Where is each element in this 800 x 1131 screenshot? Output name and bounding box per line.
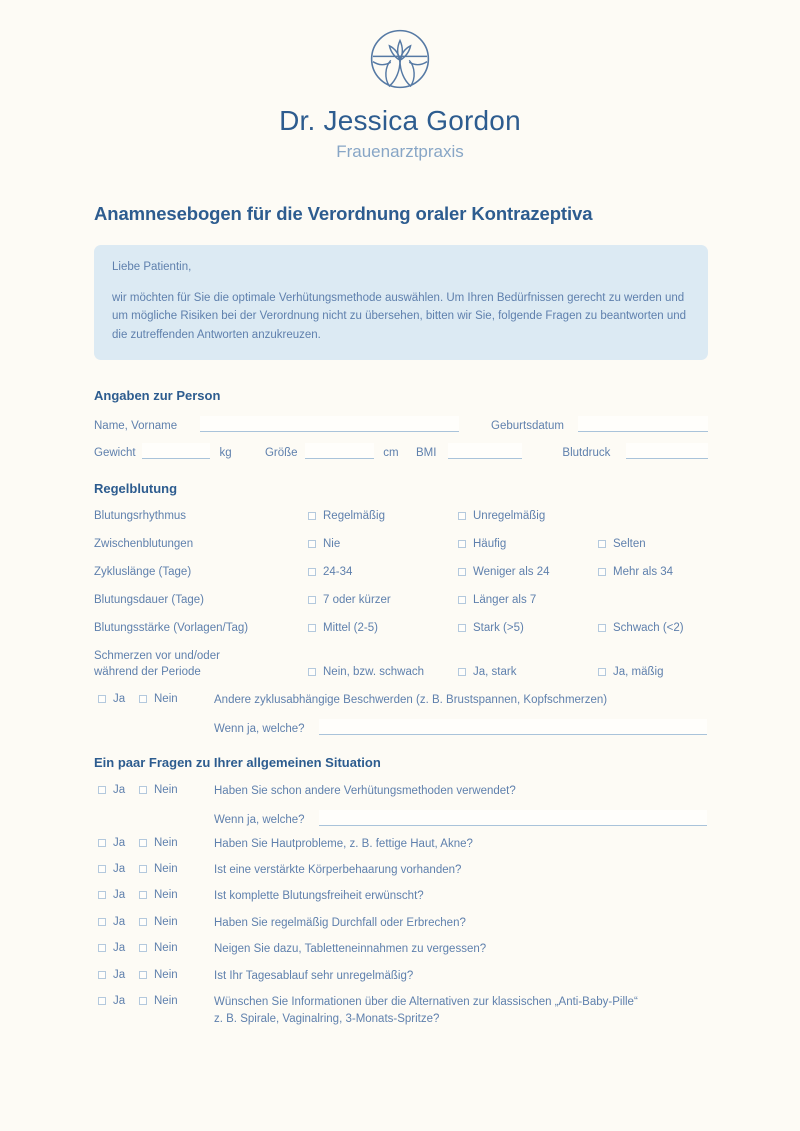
checkbox-icon[interactable] [458, 668, 466, 676]
question-text [214, 994, 638, 1028]
form-content [94, 203, 708, 1050]
checkbox-label: Länger als 7 [473, 593, 537, 606]
no-option[interactable] [139, 888, 178, 902]
yesno-group [94, 915, 214, 929]
name-label: Name, Vorname [94, 420, 178, 433]
yes-option[interactable] [98, 915, 139, 929]
bmi-label: BMI [415, 447, 437, 460]
checkbox-icon[interactable] [98, 997, 106, 1005]
intro-text: wir möchten für Sie die optimale Verhütungsmethode auswählen. Um Ihren Bedürfnissen gerecht zu werden und um mögliche Risiken bei der Verordnung nicht zu übersehen, bitten wir Sie, folgende Fragen zu beantworten und die zutreffenden Antworten anzukreuzen. [112, 291, 687, 341]
checkbox-icon[interactable] [308, 668, 316, 676]
checkbox-icon[interactable] [139, 865, 147, 873]
section-allgemeine-situation [94, 755, 708, 1028]
yesno-group [94, 994, 214, 1008]
checkbox-icon[interactable] [308, 512, 316, 520]
checkbox-icon[interactable] [98, 891, 106, 899]
yes-label: Ja [113, 889, 126, 902]
page-title: Anamnesebogen für die Verordnung oraler Kontrazeptiva [94, 203, 593, 224]
question-text: Andere zyklusabhängige Beschwerden (z. B. Brustspannen, Kopfschmerzen) [214, 694, 608, 707]
no-option[interactable] [139, 836, 178, 850]
row-body-metrics [94, 443, 708, 459]
question-text: Haben Sie Hautprobleme, z. B. fettige Haut, Akne? [214, 837, 473, 850]
yesno-question-row [94, 941, 708, 958]
checkbox-icon[interactable] [458, 624, 466, 632]
checkbox-label: Nein, bzw. schwach [323, 665, 424, 678]
checkbox-label: 7 oder kürzer [323, 593, 391, 606]
yes-label: Ja [113, 836, 126, 849]
yes-label: Ja [113, 693, 126, 706]
checkbox-icon[interactable] [308, 624, 316, 632]
option-row-label: Blutungsstärke (Vorlagen/Tag) [94, 621, 249, 634]
yesno-group [94, 836, 214, 850]
checkbox-icon[interactable] [598, 568, 606, 576]
section-regelblutung [94, 481, 708, 735]
checkbox-icon[interactable] [139, 918, 147, 926]
question-text: Ist komplette Blutungsfreiheit erwünscht? [214, 890, 424, 903]
no-option[interactable] [139, 862, 178, 876]
yesno-question-row [94, 968, 708, 985]
height-input[interactable] [305, 443, 374, 459]
question-text: Haben Sie schon andere Verhütungsmethoden verwendet? [214, 785, 516, 798]
yes-option[interactable] [98, 994, 139, 1008]
height-label: Größe [264, 447, 298, 460]
option-row-label [94, 649, 308, 681]
question-text-line2: z. B. Spirale, Vaginalring, 3-Monats-Spritze? [214, 1012, 440, 1025]
checkbox-label: Mittel (2-5) [323, 621, 378, 634]
checkbox-option[interactable] [308, 665, 458, 679]
yesno-group [94, 941, 214, 955]
yes-label: Ja [113, 863, 126, 876]
no-label: Nein [154, 784, 178, 797]
checkbox-label: Regelmäßig [323, 510, 385, 523]
section-heading-allgemein: Ein paar Fragen zu Ihrer allgemeinen Situation [94, 755, 381, 771]
checkbox-label: 24-34 [323, 566, 353, 579]
row-name-birthdate [94, 416, 708, 432]
question-text: Haben Sie regelmäßig Durchfall oder Erbrechen? [214, 916, 466, 929]
checkbox-icon[interactable] [598, 540, 606, 548]
no-label: Nein [154, 915, 178, 928]
question-text: Neigen Sie dazu, Tabletteneinnahmen zu vergessen? [214, 943, 487, 956]
no-label: Nein [154, 995, 178, 1008]
checkbox-label: Unregelmäßig [473, 510, 546, 523]
checkbox-option[interactable] [458, 537, 598, 551]
height-unit: cm [383, 447, 399, 460]
checkbox-icon[interactable] [458, 512, 466, 520]
checkbox-icon[interactable] [139, 839, 147, 847]
no-option[interactable] [139, 692, 178, 706]
birthdate-label: Geburtsdatum [491, 420, 564, 433]
yes-option[interactable] [98, 888, 139, 902]
checkbox-icon[interactable] [139, 971, 147, 979]
checkbox-label: Mehr als 34 [613, 566, 674, 579]
checkbox-icon[interactable] [308, 596, 316, 604]
option-row-label-line1: Schmerzen vor und/oder [94, 649, 220, 662]
followup-row [94, 719, 708, 735]
checkbox-icon[interactable] [139, 997, 147, 1005]
checkbox-option[interactable] [598, 537, 718, 551]
yes-option[interactable] [98, 968, 139, 982]
no-label: Nein [154, 889, 178, 902]
checkbox-icon[interactable] [139, 695, 147, 703]
checkbox-option[interactable] [308, 621, 458, 635]
practice-subtitle: Frauenarztpraxis [336, 141, 464, 161]
bloodpressure-input[interactable] [626, 443, 708, 459]
no-label: Nein [154, 968, 178, 981]
option-row-label: Blutungsrhythmus [94, 510, 187, 523]
checkbox-icon[interactable] [598, 668, 606, 676]
followup-input[interactable] [319, 719, 707, 735]
checkbox-icon[interactable] [98, 786, 106, 794]
checkbox-icon[interactable] [598, 624, 606, 632]
bmi-input[interactable] [448, 443, 523, 459]
checkbox-option[interactable] [308, 565, 458, 579]
checkbox-icon[interactable] [139, 891, 147, 899]
followup-label: Wenn ja, welche? [214, 813, 305, 826]
checkbox-label: Selten [613, 538, 646, 551]
weight-label: Gewicht [94, 447, 136, 460]
option-row [94, 649, 708, 681]
no-label: Nein [154, 863, 178, 876]
checkbox-option[interactable] [458, 665, 598, 679]
no-label: Nein [154, 836, 178, 849]
practice-name: Dr. Jessica Gordon [279, 105, 521, 136]
followup-label: Wenn ja, welche? [214, 723, 305, 736]
yesno-group [94, 968, 214, 982]
checkbox-label: Stark (>5) [473, 621, 524, 634]
yes-label: Ja [113, 968, 126, 981]
checkbox-label: Nie [323, 538, 341, 551]
checkbox-option[interactable] [458, 565, 598, 579]
yesno-question-row [94, 888, 708, 905]
question-text: Ist Ihr Tagesablauf sehr unregelmäßig? [214, 969, 414, 982]
yes-label: Ja [113, 942, 126, 955]
section-angaben-zur-person [94, 388, 708, 459]
option-row-label: Zykluslänge (Tage) [94, 566, 192, 579]
checkbox-option[interactable] [308, 509, 458, 523]
question-text-line1: Wünschen Sie Informationen über die Alternativen zur klassischen „Anti-Baby-Pille“ [214, 996, 638, 1009]
checkbox-icon[interactable] [458, 568, 466, 576]
checkbox-label: Ja, mäßig [613, 665, 664, 678]
yesno-group [94, 692, 214, 706]
birthdate-input[interactable] [578, 416, 708, 432]
checkbox-icon[interactable] [98, 918, 106, 926]
yesno-question-row [94, 994, 708, 1028]
option-row [94, 621, 708, 637]
yesno-question-row [94, 692, 708, 709]
checkbox-icon[interactable] [98, 695, 106, 703]
no-label: Nein [154, 942, 178, 955]
followup-input[interactable] [319, 810, 707, 826]
yesno-question-row [94, 783, 708, 800]
checkbox-icon[interactable] [139, 786, 147, 794]
checkbox-icon[interactable] [458, 596, 466, 604]
checkbox-option[interactable] [458, 509, 598, 523]
checkbox-icon[interactable] [139, 944, 147, 952]
lotus-tree-circle-logo-icon [367, 26, 433, 92]
no-label: Nein [154, 693, 178, 706]
intro-box [94, 245, 708, 360]
bloodpressure-label: Blutdruck [562, 447, 611, 460]
option-row [94, 565, 708, 581]
intro-salutation: Liebe Patientin, [112, 261, 192, 273]
option-row-label: Blutungsdauer (Tage) [94, 593, 204, 606]
checkbox-option[interactable] [308, 537, 458, 551]
yes-label: Ja [113, 995, 126, 1008]
no-option[interactable] [139, 783, 178, 797]
checkbox-option[interactable] [598, 665, 718, 679]
yes-option[interactable] [98, 941, 139, 955]
checkbox-icon[interactable] [98, 971, 106, 979]
checkbox-icon[interactable] [308, 540, 316, 548]
no-option[interactable] [139, 941, 178, 955]
checkbox-icon[interactable] [458, 540, 466, 548]
weight-input[interactable] [142, 443, 210, 459]
option-row-label-line2: während der Periode [94, 665, 201, 678]
checkbox-label: Häufig [473, 538, 507, 551]
section-heading-regelblutung: Regelblutung [94, 481, 178, 497]
yes-option[interactable] [98, 783, 139, 797]
checkbox-option[interactable] [308, 593, 458, 607]
yes-label: Ja [113, 784, 126, 797]
question-text: Ist eine verstärkte Körperbehaarung vorhanden? [214, 864, 462, 877]
checkbox-icon[interactable] [308, 568, 316, 576]
no-option[interactable] [139, 994, 178, 1008]
no-option[interactable] [139, 915, 178, 929]
yesno-group [94, 783, 214, 797]
name-input[interactable] [200, 416, 459, 432]
letterhead [0, 0, 800, 161]
yesno-group [94, 888, 214, 902]
yesno-group [94, 862, 214, 876]
option-row [94, 509, 708, 525]
yesno-question-row [94, 915, 708, 932]
checkbox-icon[interactable] [98, 944, 106, 952]
checkbox-icon[interactable] [98, 839, 106, 847]
weight-unit: kg [219, 447, 232, 460]
yes-label: Ja [113, 915, 126, 928]
section-heading-person: Angaben zur Person [94, 388, 221, 404]
checkbox-icon[interactable] [98, 865, 106, 873]
checkbox-option[interactable] [598, 565, 718, 579]
yes-option[interactable] [98, 862, 139, 876]
yes-option[interactable] [98, 836, 139, 850]
checkbox-option[interactable] [458, 593, 598, 607]
yes-option[interactable] [98, 692, 139, 706]
no-option[interactable] [139, 968, 178, 982]
checkbox-option[interactable] [458, 621, 598, 635]
option-row-label: Zwischenblutungen [94, 538, 194, 551]
option-row [94, 537, 708, 553]
followup-row [94, 810, 708, 826]
yesno-question-row [94, 836, 708, 853]
checkbox-label: Weniger als 24 [473, 566, 550, 579]
option-row [94, 593, 708, 609]
checkbox-option[interactable] [598, 621, 718, 635]
checkbox-label: Ja, stark [473, 665, 517, 678]
checkbox-label: Schwach (<2) [613, 621, 684, 634]
yesno-question-row [94, 862, 708, 879]
